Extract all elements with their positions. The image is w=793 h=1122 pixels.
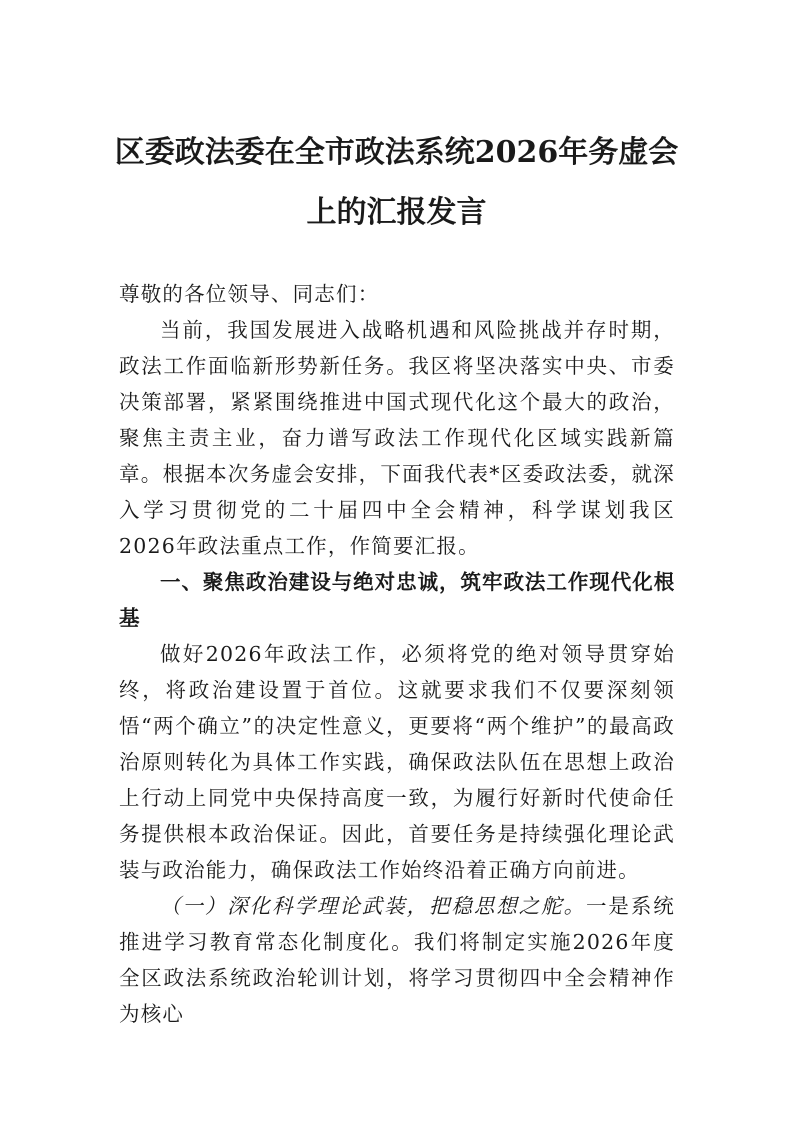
document-body: [119, 276, 675, 1032]
subsection-1-body: 一是系统推进学习教育常态化制度化。我们将制定实施2026年度全区政法系统政治轮训计划，将学习贯彻四中全会精神作为核心: [119, 894, 675, 1026]
title-line-2: 上的汇报发言: [306, 195, 487, 230]
section-1-heading: 一、聚焦政治建设与绝对忠诚，筑牢政法工作现代化根基: [119, 570, 675, 630]
document-title: [100, 123, 693, 243]
subsection-1-paragraph: [119, 888, 675, 1032]
title-line-1: 区委政法委在全市政法系统2026年务虚会: [114, 135, 679, 170]
intro-paragraph: 当前，我国发展进入战略机遇和风险挑战并存时期，政法工作面临新形势新任务。我区将坚决落实中央、市委决策部署，紧紧围绕推进中国式现代化这个最大的政治，聚焦主责主业，奋力谱写政法工作现代化区域实践新篇章。根据本次务虚会安排，下面我代表*区委政法委，就深入学习贯彻党的二十届四中全会精神，科学谋划我区2026年政法重点工作，作简要汇报。: [119, 318, 675, 558]
subsection-1-heading: （一）深化科学理论武装，把稳思想之舵。: [160, 894, 587, 918]
salutation: 尊敬的各位领导、同志们：: [119, 282, 380, 306]
section-1-paragraph: 做好2026年政法工作，必须将党的绝对领导贯穿始终，将政治建设置于首位。这就要求我们不仅要深刻领悟“两个确立”的决定性意义，更要将“两个维护”的最高政治原则转化为具体工作实践，确保政法队伍在思想上政治上行动上同党中央保持高度一致，为履行好新时代使命任务提供根本政治保证。因此，首要任务是持续强化理论武装与政治能力，确保政法工作始终沿着正确方向前进。: [119, 642, 675, 882]
